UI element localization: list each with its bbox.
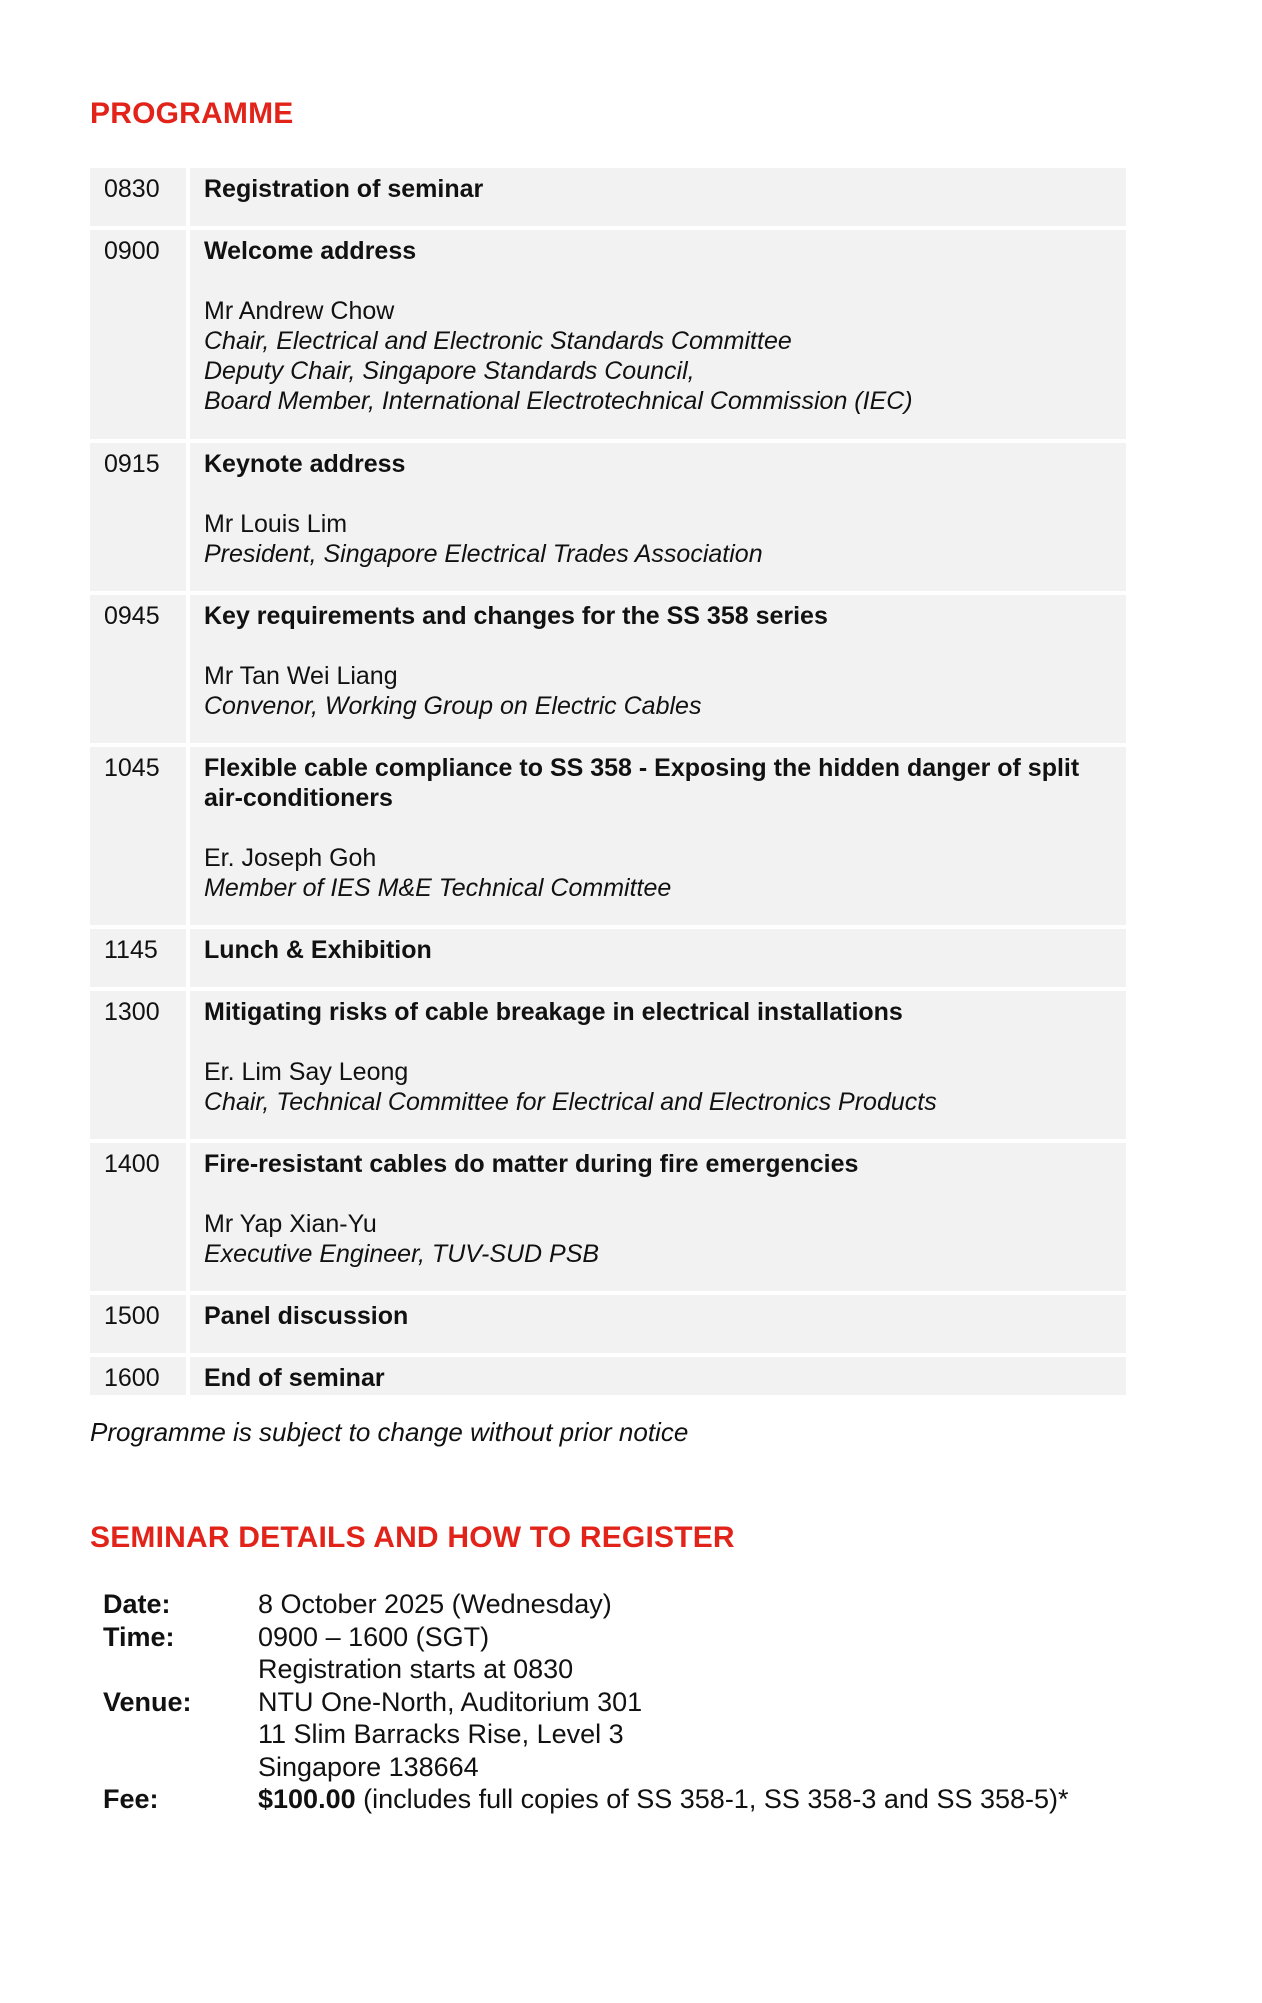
session-title: Keynote address (204, 450, 406, 478)
fee-label: Fee: (103, 1784, 159, 1814)
speaker-name: Mr Andrew Chow (204, 297, 395, 325)
programme-details (190, 1143, 1126, 1291)
programme-row (90, 1143, 1126, 1291)
programme-time: 1600 (90, 1357, 186, 1395)
programme-details (190, 595, 1126, 743)
seminar-details (103, 1588, 1153, 1816)
programme-row (90, 168, 1126, 226)
session-title: Lunch & Exhibition (204, 936, 432, 964)
venue-line: NTU One-North, Auditorium 301 (258, 1686, 643, 1717)
programme-details (190, 991, 1126, 1139)
session-title: Fire-resistant cables do matter during fire emergencies (204, 1150, 859, 1178)
programme-details (190, 168, 1126, 226)
programme-row (90, 230, 1126, 439)
programme-table (90, 168, 1126, 1399)
date-label: Date: (103, 1589, 171, 1619)
date-value: 8 October 2025 (Wednesday) (258, 1589, 612, 1619)
programme-time: 0830 (90, 168, 186, 226)
speaker-role: Board Member, International Electrotechnical Commission (IEC) (204, 387, 913, 415)
programme-heading: PROGRAMME (90, 97, 294, 130)
programme-details (190, 747, 1126, 925)
session-title: Key requirements and changes for the SS 358 series (204, 602, 828, 630)
programme-row (90, 1357, 1126, 1395)
session-title: Mitigating risks of cable breakage in electrical installations (204, 998, 903, 1026)
time-row (103, 1621, 1153, 1686)
time-value: 0900 – 1600 (SGT) (258, 1621, 490, 1652)
programme-note: Programme is subject to change without prior notice (90, 1417, 689, 1447)
programme-details (190, 443, 1126, 591)
venue-line: 11 Slim Barracks Rise, Level 3 (258, 1719, 624, 1749)
programme-details (190, 1357, 1126, 1395)
time-label: Time: (103, 1621, 175, 1652)
programme-time: 1500 (90, 1295, 186, 1353)
fee-note: (includes full copies of SS 358-1, SS 358-3 and SS 358-5)* (355, 1784, 1069, 1814)
programme-time: 0900 (90, 230, 186, 439)
session-title: Registration of seminar (204, 175, 484, 203)
venue-line: Singapore 138664 (258, 1751, 479, 1782)
programme-time: 0915 (90, 443, 186, 591)
date-row (103, 1588, 1153, 1621)
registration-start: Registration starts at 0830 (258, 1654, 574, 1684)
venue-label: Venue: (103, 1686, 192, 1717)
speaker-role: Member of IES M&E Technical Committee (204, 874, 672, 902)
programme-time: 1300 (90, 991, 186, 1139)
programme-time: 1145 (90, 929, 186, 987)
registration-heading: SEMINAR DETAILS AND HOW TO REGISTER (90, 1521, 735, 1554)
speaker-name: Mr Louis Lim (204, 510, 348, 538)
programme-details (190, 1295, 1126, 1353)
fee-row (103, 1783, 1153, 1816)
session-title: Flexible cable compliance to SS 358 - Exposing the hidden danger of split air-conditioners (204, 754, 1080, 812)
programme-row (90, 443, 1126, 591)
programme-row (90, 1295, 1126, 1353)
session-title: Welcome address (204, 237, 417, 265)
venue-row (103, 1686, 1153, 1784)
fee-amount: $100.00 (258, 1784, 356, 1814)
programme-time: 1400 (90, 1143, 186, 1291)
speaker-role: Deputy Chair, Singapore Standards Council, (204, 357, 695, 385)
session-title: Panel discussion (204, 1302, 409, 1330)
speaker-name: Er. Lim Say Leong (204, 1058, 409, 1086)
speaker-role: President, Singapore Electrical Trades Association (204, 540, 763, 568)
speaker-name: Mr Yap Xian-Yu (204, 1210, 377, 1238)
programme-time: 0945 (90, 595, 186, 743)
programme-row (90, 595, 1126, 743)
speaker-role: Chair, Technical Committee for Electrical and Electronics Products (204, 1088, 937, 1116)
programme-time: 1045 (90, 747, 186, 925)
programme-details (190, 230, 1126, 439)
speaker-role: Executive Engineer, TUV-SUD PSB (204, 1240, 600, 1268)
session-title: End of seminar (204, 1364, 385, 1392)
speaker-name: Mr Tan Wei Liang (204, 662, 398, 690)
programme-row (90, 991, 1126, 1139)
programme-details (190, 929, 1126, 987)
speaker-name: Er. Joseph Goh (204, 844, 377, 872)
programme-row (90, 747, 1126, 925)
speaker-role: Chair, Electrical and Electronic Standards Committee (204, 327, 792, 355)
speaker-role: Convenor, Working Group on Electric Cables (204, 692, 702, 720)
programme-row (90, 929, 1126, 987)
